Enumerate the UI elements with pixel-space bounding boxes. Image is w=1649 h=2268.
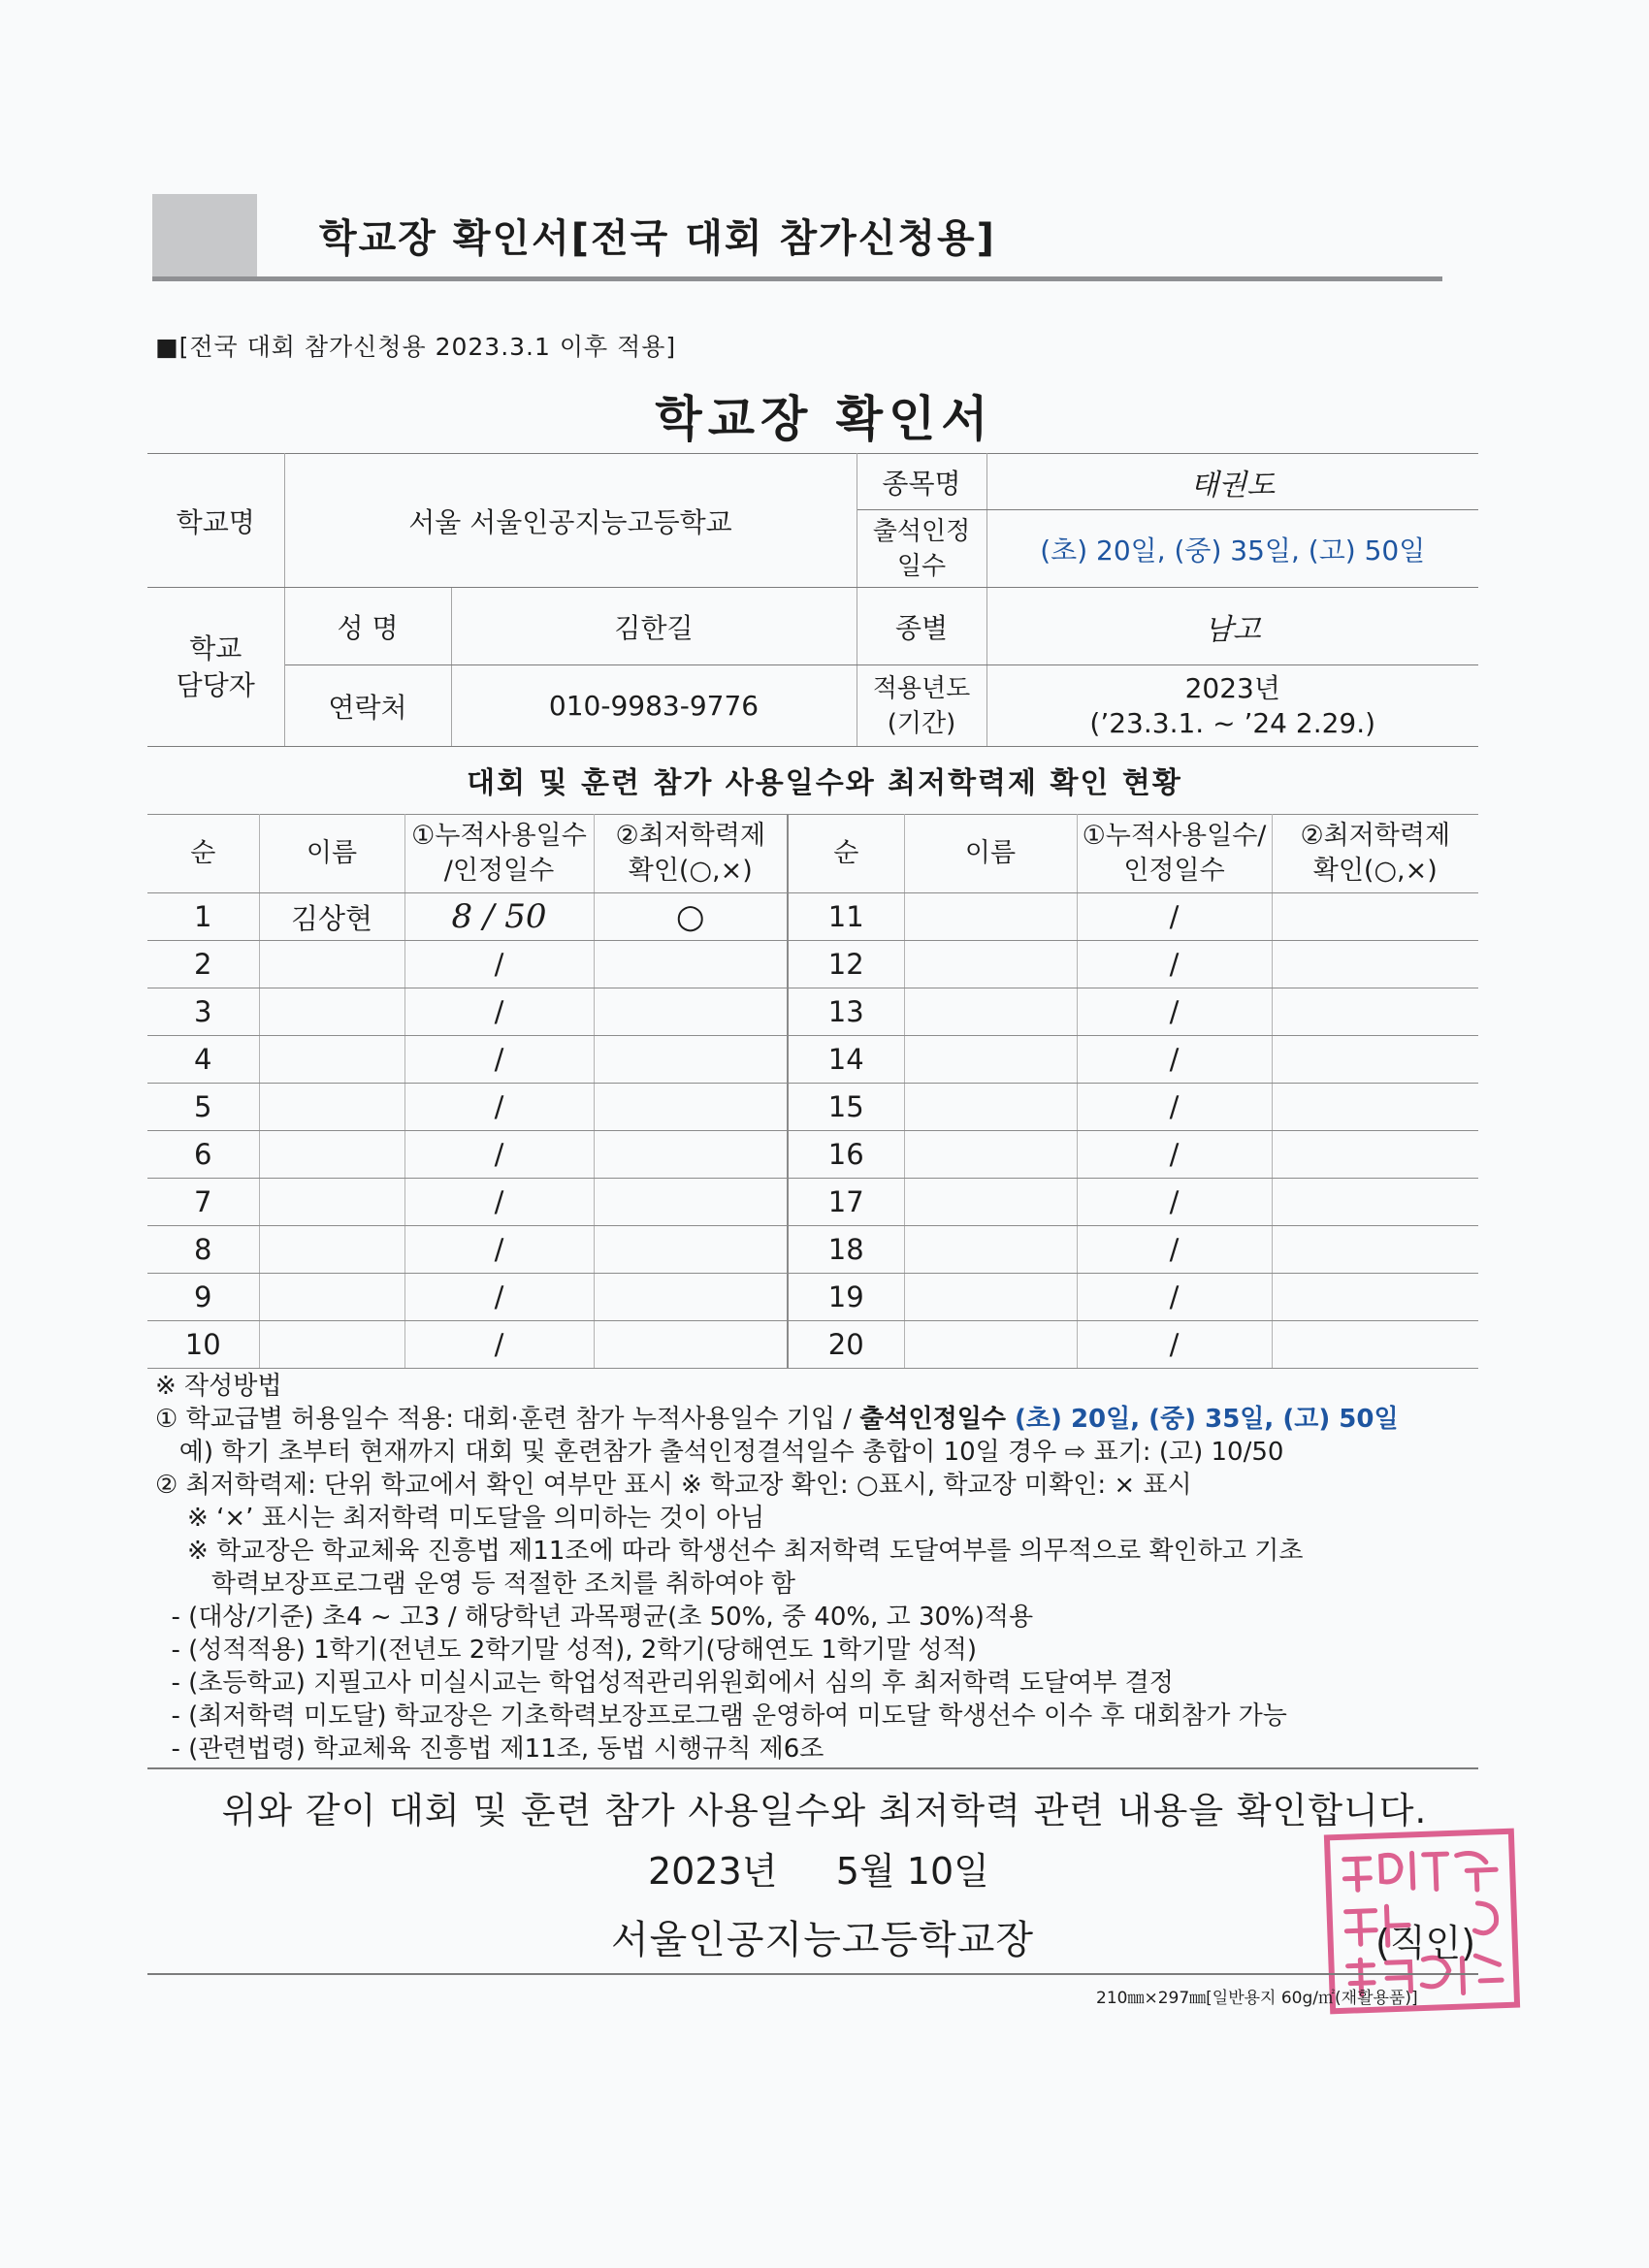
athlete-name-left <box>259 941 404 988</box>
academic-check-left <box>594 941 788 988</box>
instruction-line-1-text: ① 학교급별 허용일수 적용: 대회·훈련 참가 누적사용일수 기입 / <box>155 1405 860 1434</box>
instructions-title: ※ 작성방법 <box>155 1372 282 1401</box>
manager-name-value: 김한길 <box>451 588 857 665</box>
days-used-right: / <box>1077 1274 1272 1321</box>
academic-check-left <box>594 1321 788 1369</box>
academic-check-left <box>594 1036 788 1084</box>
row-number-right: 16 <box>788 1131 904 1179</box>
header-number-left: 순 <box>147 815 259 893</box>
academic-check-left <box>594 1226 788 1274</box>
instruction-line-6: 학력보장프로그램 운영 등 적절한 조치를 취하여야 함 <box>155 1570 795 1599</box>
row-number-right: 18 <box>788 1226 904 1274</box>
header-days-left: ①누적사용일수 /인정일수 <box>404 815 594 893</box>
athlete-name-right <box>904 988 1077 1036</box>
athlete-name-left: 김상현 <box>259 893 404 941</box>
days-used-left: / <box>404 988 594 1036</box>
table-row <box>147 1226 1478 1274</box>
divider-top <box>147 1767 1478 1769</box>
roster-table <box>147 814 1478 1369</box>
document-title: 학교장 확인서 <box>655 391 994 447</box>
academic-check-right <box>1272 1179 1478 1226</box>
academic-check-right <box>1272 988 1478 1036</box>
instruction-line-3: ② 최저학력제: 단위 학교에서 확인 여부만 표시 ※ 학교장 확인: ○표시, 학교장 미확인: × 표시 <box>155 1471 1192 1500</box>
athlete-name-left <box>259 1226 404 1274</box>
academic-check-left <box>594 1179 788 1226</box>
academic-check-left: ○ <box>594 893 788 941</box>
principal-title: 서울인공지능고등학교장 <box>611 1918 1035 1962</box>
days-used-left: 8 / 50 <box>404 893 594 941</box>
days-used-right: / <box>1077 1226 1272 1274</box>
header-check-left: ②최저학력제 확인(○,×) <box>594 815 788 893</box>
header-name-right: 이름 <box>904 815 1077 893</box>
athlete-name-left <box>259 1274 404 1321</box>
row-number-right: 13 <box>788 988 904 1036</box>
banner-title: 학교장 확인서[전국 대회 참가신청용] <box>319 216 996 261</box>
contact-value: 010-9983-9776 <box>451 665 857 747</box>
applicable-year-cell <box>986 665 1478 747</box>
table-row <box>147 893 1478 941</box>
academic-check-right <box>1272 1226 1478 1274</box>
table-row <box>147 941 1478 988</box>
athlete-name-right <box>904 1084 1077 1131</box>
instruction-line-7: - (대상/기준) 초4 ~ 고3 / 해당학년 과목평균(초 50%, 중 40%, 고 30%)적용 <box>155 1603 1034 1632</box>
days-used-right: / <box>1077 893 1272 941</box>
header-days-right: ①누적사용일수/ 인정일수 <box>1077 815 1272 893</box>
athlete-name-right <box>904 1321 1077 1369</box>
days-used-left: / <box>404 1179 594 1226</box>
instruction-line-4: ※ ‘×’ 표시는 최저학력 미도달을 의미하는 것이 아님 <box>155 1504 765 1533</box>
applicable-year-value: 2023년 <box>1184 671 1280 704</box>
athlete-name-left <box>259 1036 404 1084</box>
academic-check-right <box>1272 941 1478 988</box>
manager-name-label: 성 명 <box>284 588 451 665</box>
athlete-name-left <box>259 1131 404 1179</box>
days-used-right: / <box>1077 1179 1272 1226</box>
table-row <box>147 1274 1478 1321</box>
athlete-name-right <box>904 1036 1077 1084</box>
row-number-left: 6 <box>147 1131 259 1179</box>
instruction-line-1 <box>155 1403 1494 1436</box>
application-note: ■[전국 대회 참가신청용 2023.3.1 이후 적용] <box>155 333 677 361</box>
academic-check-right <box>1272 893 1478 941</box>
athlete-name-right <box>904 1274 1077 1321</box>
row-number-left: 7 <box>147 1179 259 1226</box>
header-check-right: ②최저학력제 확인(○,×) <box>1272 815 1478 893</box>
row-number-left: 9 <box>147 1274 259 1321</box>
paper-size-note: 210㎜×297㎜[일반용지 60g/㎡(재활용품)] <box>1096 1989 1418 2008</box>
attendance-days-emphasis: 출석인정일수 <box>859 1405 1006 1434</box>
instruction-line-8: - (성적적용) 1학기(전년도 2학기말 성적), 2학기(당해연도 1학기말 성적) <box>155 1636 977 1665</box>
academic-check-left <box>594 988 788 1036</box>
header-banner <box>152 194 1442 281</box>
row-number-right: 20 <box>788 1321 904 1369</box>
header-number-right: 순 <box>788 815 904 893</box>
days-used-left: / <box>404 1321 594 1369</box>
attendance-days-label: 출석인정 일수 <box>857 510 986 588</box>
sport-value: 태권도 <box>986 454 1478 510</box>
athlete-name-left <box>259 1084 404 1131</box>
applicable-period-value: (’23.3.1. ~ ’24 2.29.) <box>1089 706 1376 739</box>
academic-check-right <box>1272 1084 1478 1131</box>
attendance-days-value: (초) 20일, (중) 35일, (고) 50일 <box>986 510 1478 588</box>
days-used-right: / <box>1077 988 1272 1036</box>
athlete-name-right <box>904 1131 1077 1179</box>
row-number-right: 15 <box>788 1084 904 1131</box>
days-used-left: / <box>404 1036 594 1084</box>
school-manager-label: 학교 담당자 <box>147 588 284 747</box>
table-row <box>147 1321 1478 1369</box>
category-label: 종별 <box>857 588 986 665</box>
days-used-left: / <box>404 1131 594 1179</box>
days-used-left: / <box>404 941 594 988</box>
athlete-name-right <box>904 941 1077 988</box>
row-number-right: 14 <box>788 1036 904 1084</box>
academic-check-left <box>594 1274 788 1321</box>
days-used-right: / <box>1077 1131 1272 1179</box>
category-value: 남고 <box>986 588 1478 665</box>
instruction-line-10: - (최저학력 미도달) 학교장은 기초학력보장프로그램 운영하여 미도달 학생선수 이수 후 대회참가 가능 <box>155 1701 1287 1731</box>
row-number-left: 8 <box>147 1226 259 1274</box>
row-number-right: 12 <box>788 941 904 988</box>
athlete-name-right <box>904 1179 1077 1226</box>
school-name-value: 서울 서울인공지능고등학교 <box>284 454 857 588</box>
table-row <box>147 1131 1478 1179</box>
table-row <box>147 1036 1478 1084</box>
instruction-line-5: ※ 학교장은 학교체육 진흥법 제11조에 따라 학생선수 최저학력 도달여부를 의무적으로 확인하고 기초 <box>155 1537 1304 1566</box>
row-number-left: 5 <box>147 1084 259 1131</box>
school-info-table <box>147 453 1478 747</box>
athlete-name-left <box>259 1179 404 1226</box>
table-row <box>147 1179 1478 1226</box>
academic-check-left <box>594 1084 788 1131</box>
row-number-left: 2 <box>147 941 259 988</box>
athlete-name-left <box>259 988 404 1036</box>
confirmation-statement: 위와 같이 대회 및 훈련 참가 사용일수와 최저학력 관련 내용을 확인합니다. <box>221 1790 1428 1831</box>
athlete-name-left <box>259 1321 404 1369</box>
roster-heading: 대회 및 훈련 참가 사용일수와 최저학력제 확인 현황 <box>467 766 1182 800</box>
header-name-left: 이름 <box>259 815 404 893</box>
row-number-left: 4 <box>147 1036 259 1084</box>
divider-bottom <box>147 1973 1478 1975</box>
confirmation-date: 2023년 5월 10일 <box>648 1850 989 1893</box>
seal-label: (직인) <box>1375 1922 1476 1964</box>
instruction-line-2: 예) 학기 초부터 현재까지 대회 및 훈련참가 출석인정결석일수 총합이 10일 경우 ⇨ 표기: (고) 10/50 <box>155 1438 1284 1467</box>
days-used-right: / <box>1077 1036 1272 1084</box>
instruction-line-9: - (초등학교) 지필고사 미실시교는 학업성적관리위원회에서 심의 후 최저학력 도달여부 결정 <box>155 1669 1174 1698</box>
academic-check-right <box>1272 1274 1478 1321</box>
banner-grey-block <box>152 194 257 277</box>
applicable-year-label: 적용년도 (기간) <box>857 665 986 747</box>
days-used-left: / <box>404 1226 594 1274</box>
academic-check-right <box>1272 1036 1478 1084</box>
row-number-right: 11 <box>788 893 904 941</box>
instructions <box>155 1370 1494 1766</box>
school-name-label: 학교명 <box>147 454 284 588</box>
days-used-right: / <box>1077 941 1272 988</box>
athlete-name-right <box>904 1226 1077 1274</box>
days-used-left: / <box>404 1274 594 1321</box>
row-number-right: 17 <box>788 1179 904 1226</box>
days-used-right: / <box>1077 1084 1272 1131</box>
days-used-right: / <box>1077 1321 1272 1369</box>
attendance-days-limits: (초) 20일, (중) 35일, (고) 50일 <box>1005 1405 1399 1434</box>
table-row <box>147 988 1478 1036</box>
row-number-left: 10 <box>147 1321 259 1369</box>
contact-label: 연락처 <box>284 665 451 747</box>
row-number-right: 19 <box>788 1274 904 1321</box>
sport-label: 종목명 <box>857 454 986 510</box>
academic-check-right <box>1272 1131 1478 1179</box>
table-row <box>147 1084 1478 1131</box>
days-used-left: / <box>404 1084 594 1131</box>
academic-check-right <box>1272 1321 1478 1369</box>
row-number-left: 3 <box>147 988 259 1036</box>
row-number-left: 1 <box>147 893 259 941</box>
banner-rule <box>152 276 1442 281</box>
academic-check-left <box>594 1131 788 1179</box>
athlete-name-right <box>904 893 1077 941</box>
instruction-line-11: - (관련법령) 학교체육 진흥법 제11조, 동법 시행규칙 제6조 <box>155 1734 824 1764</box>
